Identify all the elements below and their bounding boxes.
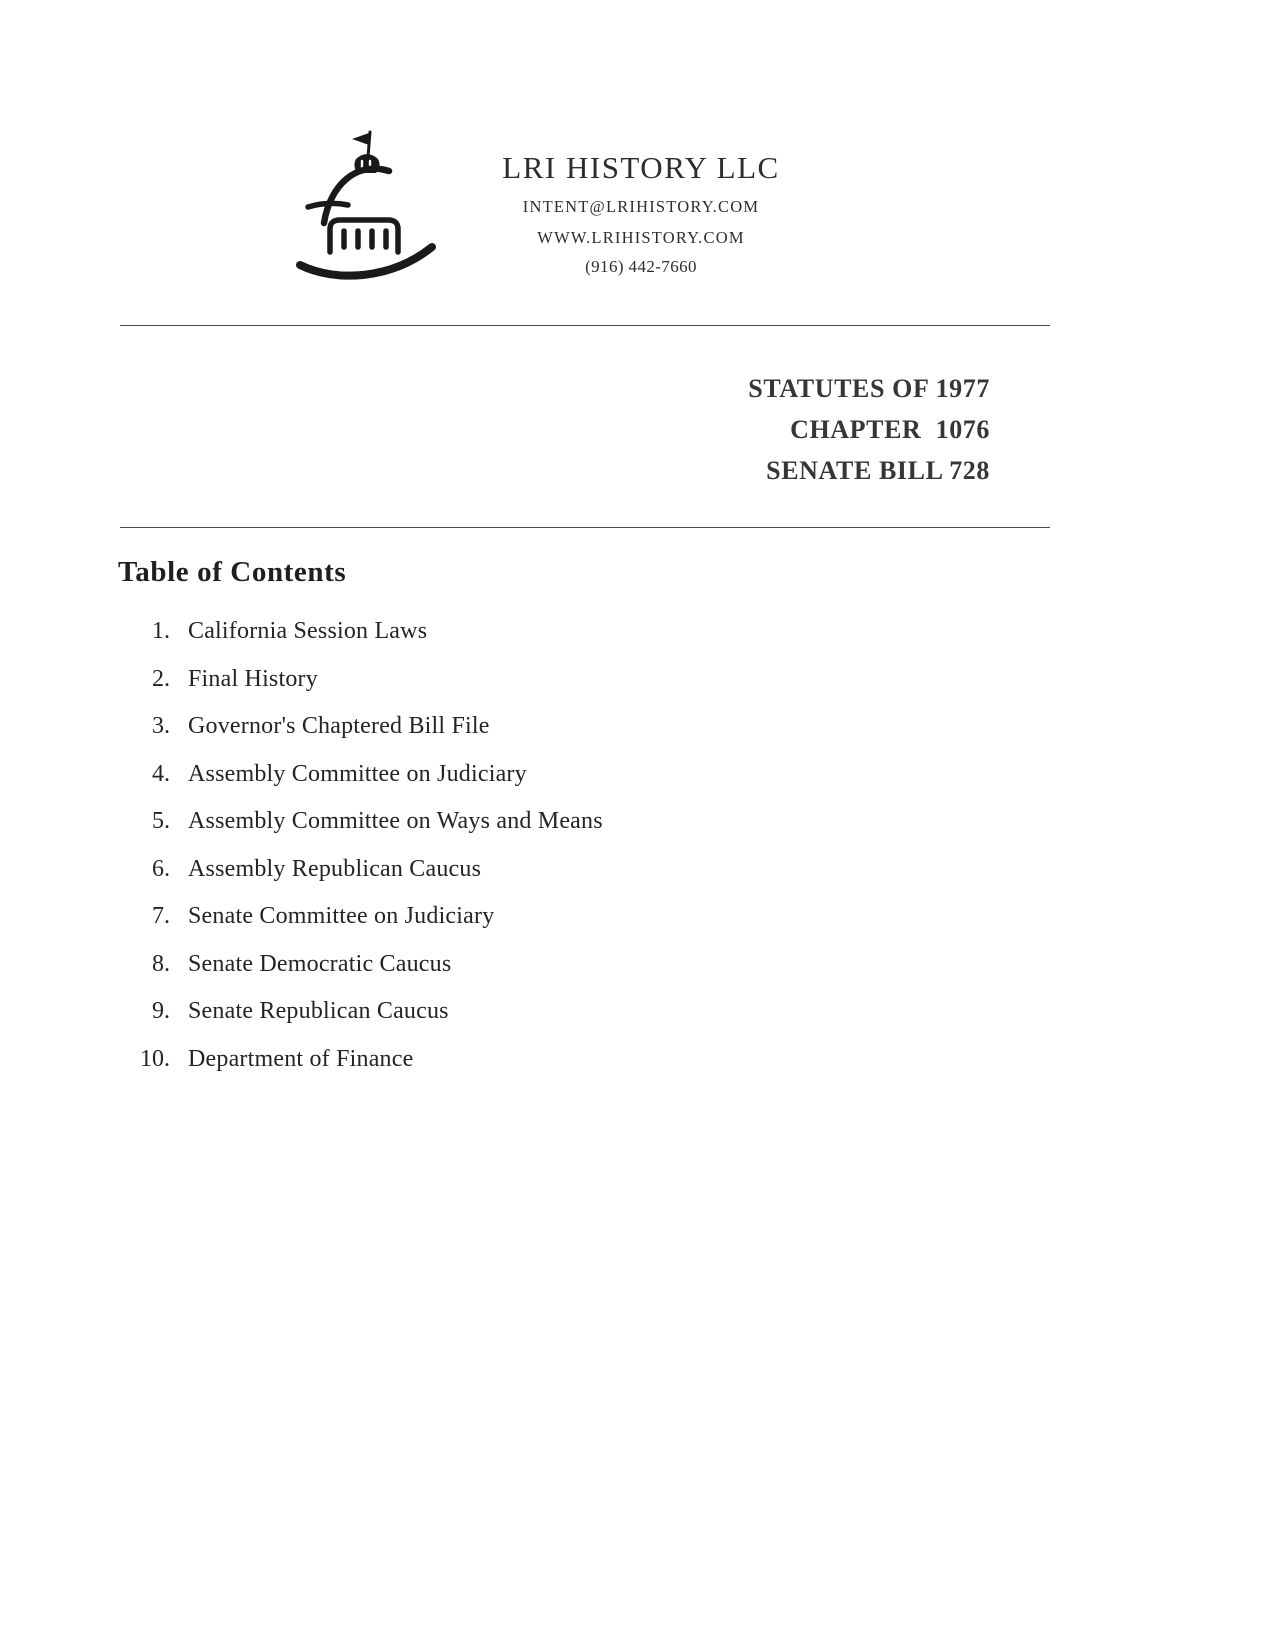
toc-item [118, 808, 603, 856]
toc-item [118, 761, 603, 809]
toc-item-number: 5. [152, 808, 170, 834]
toc-item [118, 618, 603, 666]
capitol-dome-icon [292, 126, 442, 288]
toc-item-number: 10. [140, 1045, 170, 1072]
toc-item [118, 903, 603, 951]
phone-text: (916) 442-7660 [585, 257, 697, 276]
toc-item-label: Senate Republican Caucus [188, 998, 449, 1024]
toc-item-number: 2. [152, 665, 170, 692]
toc-item-label: Assembly Committee on Ways and Means [188, 808, 603, 834]
toc-item-label: Assembly Republican Caucus [188, 855, 482, 882]
toc-item-label: Assembly Committee on Judiciary [188, 760, 527, 787]
toc-item-number: 9. [152, 998, 170, 1024]
toc-item-label: Senate Democratic Caucus [188, 950, 452, 977]
toc-item-number: 7. [152, 903, 170, 929]
letterhead [292, 126, 806, 288]
letterhead-contact [476, 126, 806, 277]
toc-item-number: 4. [152, 760, 170, 787]
toc-title: Table of Contents [118, 556, 347, 588]
website-text: WWW.LRIHISTORY.COM [537, 228, 745, 247]
toc-item-label: Department of Finance [188, 1045, 414, 1072]
chapter-line: CHAPTER 1076 [790, 415, 990, 444]
toc-item-label: Governor's Chaptered Bill File [188, 713, 490, 739]
toc-item-label: Final History [188, 665, 318, 692]
toc-item-label: Senate Committee on Judiciary [188, 903, 495, 929]
senate-bill-line: SENATE BILL 728 [766, 456, 990, 485]
toc-item-label: California Session Laws [188, 618, 428, 644]
divider-middle [120, 527, 1050, 528]
toc-item-number: 6. [152, 855, 170, 882]
toc-list [118, 618, 603, 1093]
toc-item [118, 713, 603, 761]
toc-item-number: 1. [152, 618, 170, 644]
divider-top [120, 325, 1050, 326]
toc-item [118, 856, 603, 904]
toc-item [118, 951, 603, 999]
statutes-year-line: STATUTES OF 1977 [748, 374, 990, 403]
toc-item-number: 3. [152, 713, 170, 739]
toc-item [118, 998, 603, 1046]
email-text: INTENT@LRIHISTORY.COM [522, 197, 760, 216]
statute-reference [120, 368, 990, 491]
toc-item [118, 1046, 603, 1094]
company-name: LRI HISTORY LLC [502, 150, 780, 185]
toc-item-number: 8. [152, 950, 170, 977]
toc-item [118, 666, 603, 714]
